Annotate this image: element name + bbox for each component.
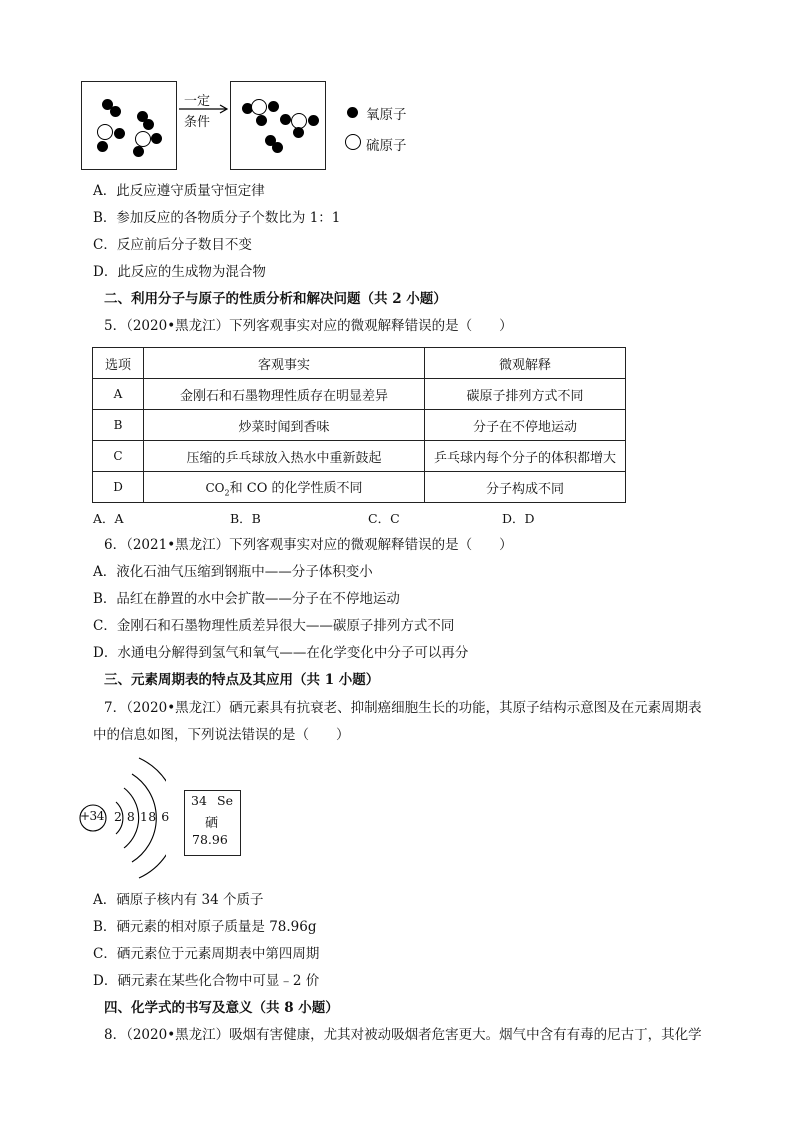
row-fact: 炒菜时闻到香味 bbox=[144, 410, 425, 441]
q6-option-c: C．金刚石和石墨物理性质差异很大——碳原子排列方式不同 bbox=[93, 618, 455, 634]
table-row bbox=[93, 441, 626, 472]
q5-stem: 5．（2020•黑龙江）下列客观事实对应的微观解释错误的是（ ） bbox=[104, 318, 513, 334]
table-row bbox=[93, 410, 626, 441]
section-4-heading: 四、化学式的书写及意义（共 8 小题） bbox=[104, 1000, 339, 1016]
header-option: 选项 bbox=[93, 348, 144, 379]
table-row bbox=[93, 379, 626, 410]
row-explanation: 分子在不停地运动 bbox=[425, 410, 626, 441]
table-header-row bbox=[93, 348, 626, 379]
oxygen-atom bbox=[110, 106, 121, 117]
row-explanation: 乒乓球内每个分子的体积都增大 bbox=[425, 441, 626, 472]
q4-option-b: B．参加反应的各物质分子个数比为 1：1 bbox=[93, 210, 341, 226]
legend-sulfur-ring bbox=[345, 134, 361, 150]
q5-choice-a: A．A bbox=[93, 511, 124, 526]
element-name: 硒 bbox=[205, 816, 219, 831]
section-3-heading: 三、元素周期表的特点及其应用（共 1 小题） bbox=[104, 672, 380, 688]
q4-option-d: D．此反应的生成物为混合物 bbox=[93, 264, 266, 280]
table-row bbox=[93, 472, 626, 503]
q6-stem: 6．（2021•黑龙江）下列客观事实对应的微观解释错误的是（ ） bbox=[104, 537, 513, 553]
oxygen-atom bbox=[143, 119, 154, 130]
q6-option-b: B．品红在静置的水中会扩散——分子在不停地运动 bbox=[93, 591, 400, 607]
q7-option-a: A．硒原子核内有 34 个质子 bbox=[93, 892, 264, 908]
arrow-condition-top: 一定 bbox=[184, 94, 211, 109]
q8-stem: 8．（2020•黑龙江）吸烟有害健康，尤其对被动吸烟者危害更大。烟气中含有有毒的尼古丁，其化学 bbox=[104, 1027, 702, 1043]
oxygen-atom bbox=[133, 146, 144, 157]
row-option: B bbox=[93, 410, 144, 441]
row-option: A bbox=[93, 379, 144, 410]
q6-option-a: A．液化石油气压缩到钢瓶中——分子体积变小 bbox=[93, 564, 373, 580]
arrow-condition-bottom: 条件 bbox=[184, 115, 211, 130]
q7-stem-line1: 7．（2020•黑龙江）硒元素具有抗衰老、抑制癌细胞生长的功能，其原子结构示意图及在元素周期表 bbox=[104, 700, 702, 716]
q6-option-d: D．水通电分解得到氢气和氧气——在化学变化中分子可以再分 bbox=[93, 645, 469, 661]
legend-oxygen-label: 氧原子 bbox=[366, 107, 407, 123]
oxygen-atom bbox=[151, 133, 162, 144]
oxygen-atom bbox=[308, 115, 319, 126]
sulfur-atom bbox=[135, 131, 151, 147]
legend-sulfur-label: 硫原子 bbox=[366, 138, 407, 154]
nucleus-charge: +34 bbox=[80, 809, 104, 823]
atomic-mass: 78.96 bbox=[192, 832, 228, 847]
row-fact: 金刚石和石墨物理性质存在明显差异 bbox=[144, 379, 425, 410]
row-explanation: 碳原子排列方式不同 bbox=[425, 379, 626, 410]
row-fact: 压缩的乒乓球放入热水中重新鼓起 bbox=[144, 441, 425, 472]
periodic-table-cell bbox=[184, 790, 241, 856]
oxygen-atom bbox=[97, 141, 108, 152]
oxygen-atom bbox=[272, 142, 283, 153]
q7-option-d: D．硒元素在某些化合物中可显﹣2 价 bbox=[93, 973, 320, 989]
subscript-2: 2 bbox=[224, 488, 230, 498]
q4-option-c: C．反应前后分子数目不变 bbox=[93, 237, 252, 253]
row-fact bbox=[144, 472, 425, 503]
formula-co2: CO bbox=[205, 480, 225, 495]
oxygen-atom bbox=[256, 115, 267, 126]
row-explanation: 分子构成不同 bbox=[425, 472, 626, 503]
q4-option-a: A．此反应遵守质量守恒定律 bbox=[93, 183, 265, 199]
header-fact: 客观事实 bbox=[144, 348, 425, 379]
element-symbol: Se bbox=[217, 793, 233, 808]
atomic-number: 34 bbox=[191, 793, 207, 808]
oxygen-atom bbox=[293, 127, 304, 138]
legend-oxygen-dot bbox=[347, 107, 358, 118]
section-2-heading: 二、利用分子与原子的性质分析和解决问题（共 2 小题） bbox=[104, 291, 447, 307]
sulfur-atom bbox=[251, 99, 267, 115]
reactants-box bbox=[81, 81, 177, 170]
q7-option-c: C．硒元素位于元素周期表中第四周期 bbox=[93, 946, 320, 962]
row-option: D bbox=[93, 472, 144, 503]
q7-stem-line2: 中的信息如图，下列说法错误的是（ ） bbox=[93, 727, 350, 743]
oxygen-atom bbox=[114, 128, 125, 139]
oxygen-atom bbox=[280, 114, 291, 125]
oxygen-atom bbox=[268, 101, 279, 112]
electron-counts: 2 8 18 6 bbox=[114, 809, 170, 824]
sulfur-atom bbox=[97, 124, 113, 140]
q5-table bbox=[92, 347, 626, 503]
header-explanation: 微观解释 bbox=[425, 348, 626, 379]
q7-option-b: B．硒元素的相对原子质量是 78.96g bbox=[93, 919, 317, 935]
fact-rest: 和 CO 的化学性质不同 bbox=[229, 480, 363, 496]
q5-choice-b: B．B bbox=[230, 511, 261, 526]
q5-choice-c: C．C bbox=[368, 511, 400, 526]
row-option: C bbox=[93, 441, 144, 472]
q5-choice-d: D．D bbox=[502, 511, 535, 526]
